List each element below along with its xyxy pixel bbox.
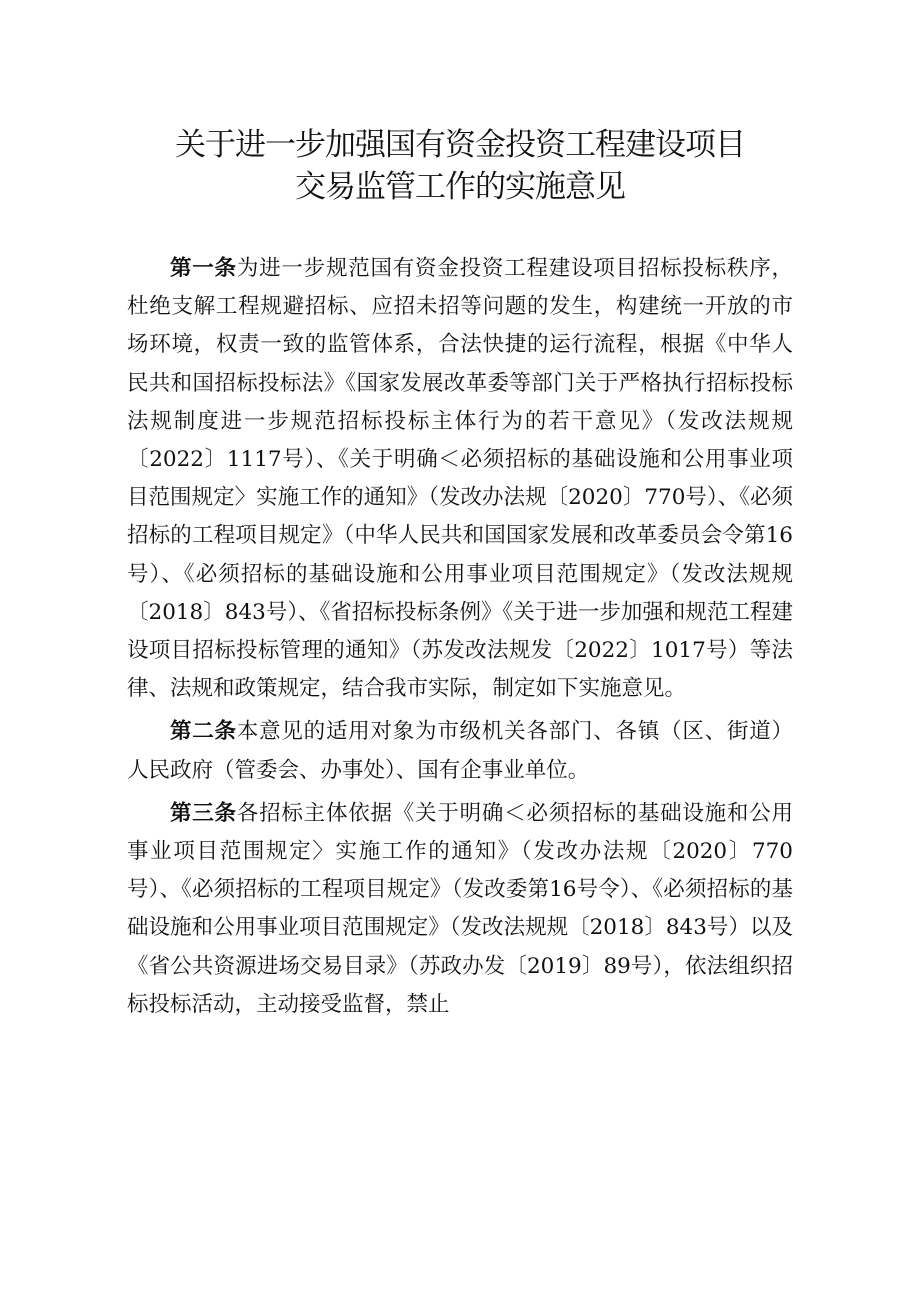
article-heading: 第二条 xyxy=(170,719,237,745)
article-heading: 第一条 xyxy=(170,256,237,281)
article-text: 为进一步规范国有资金投资工程建设项目招标投标秩序，杜绝支解工程规避招标、应招未招等问题的发生，构建统一开放的市场环境，权责一致的监管体系，合法快捷的运行流程，根据《中华人民共和国招标投标法》《国家发展改革委等部门关于严格执行招标投标法规制度进一步规范招标投标主体行为的若干意见》（发改法规规〔2022〕1117号）、《关于明确＜必须招标的基础设施和公用事业项目范围规定〉实施工作的通知》（发改办法规〔2020〕770号）、《必须招标的工程项目规定》（中华人民共和国国家发展和改革委员会令第16号）、《必须招标的基础设施和公用事业项目范围规定》（发改法规规〔2018〕843号）、《省招标投标条例》《关于进一步加强和规范工程建设项目招标投标管理的通知》（苏发改法规发〔2022〕1017号）等法律、法规和政策规定，结合我市实际，制定如下实施意见。 xyxy=(127,256,793,702)
article-3 xyxy=(127,795,793,1024)
article-1 xyxy=(127,250,793,708)
article-text: 本意见的适用对象为市级机关各部门、各镇（区、街道）人民政府（管委会、办事处）、国有企事业单位。 xyxy=(127,719,793,783)
document-title-line-1: 关于进一步加强国有资金投资工程建设项目 xyxy=(175,127,745,163)
article-text: 各招标主体依据《关于明确＜必须招标的基础设施和公用事业项目范围规定〉实施工作的通知》（发改办法规〔2020〕770号）、《必须招标的工程项目规定》（发改委第16号令）、《必须招标的基础设施和公用事业项目范围规定》（发改法规规〔2018〕843号）以及《省公共资源进场交易目录》（苏政办发〔2019〕89号），依法组织招标投标活动，主动接受监督，禁止 xyxy=(127,800,793,1017)
article-2 xyxy=(127,713,793,789)
document-body xyxy=(127,250,793,1029)
document-title-line-2: 交易监管工作的实施意见 xyxy=(295,169,625,205)
article-heading: 第三条 xyxy=(170,800,237,826)
